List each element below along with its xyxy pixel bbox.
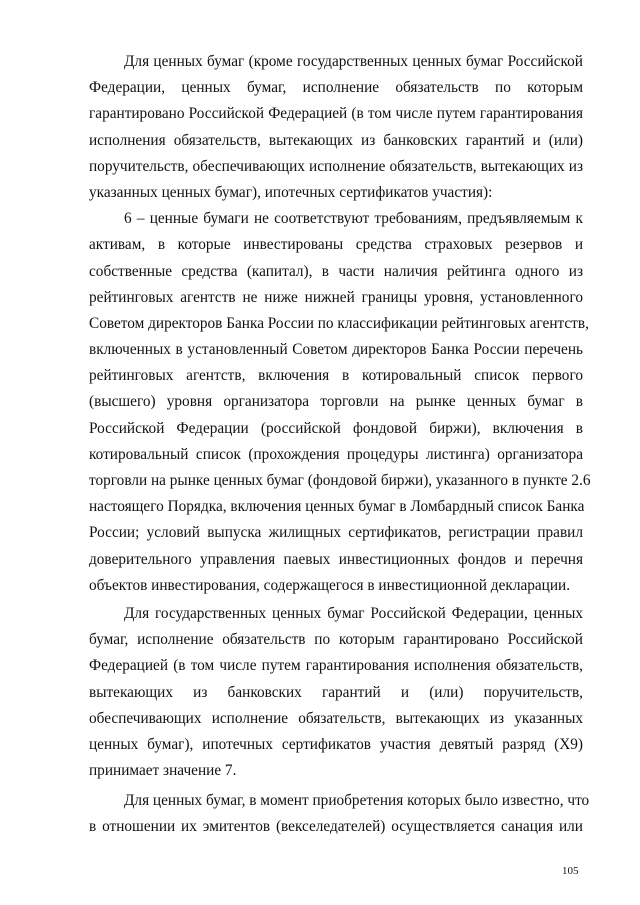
text-line: рейтинговых агентств, включения в котировальный список первого <box>89 367 583 385</box>
text-line: вытекающих из банковских гарантий и (или) поручительств, <box>89 683 583 701</box>
text-line: обеспечивающих исполнение обязательств, вытекающих из указанных <box>89 709 583 727</box>
text-line: Федерацией (в том числе путем гарантирования исполнения обязательств, <box>89 657 583 675</box>
text-line: Для ценных бумаг (кроме государственных ценных бумаг Российской <box>124 53 583 70</box>
text-line: России; условий выпуска жилищных сертификатов, регистрации правил <box>89 524 583 542</box>
text-line: настоящего Порядка, включения ценных бумаг в Ломбардный список Банка <box>89 498 585 516</box>
text-line: доверительного управления паевых инвестиционных фондов и перечня <box>89 550 583 568</box>
text-line: Для государственных ценных бумаг Российской Федерации, ценных <box>124 604 583 622</box>
text-line: рейтинговых агентств не ниже нижней границы уровня, установленного <box>89 288 583 306</box>
page-number: 105 <box>562 865 579 877</box>
text-line: ценных бумаг), ипотечных сертификатов участия девятый разряд (X9) <box>89 735 583 753</box>
text-line: гарантировано Российской Федерацией (в том числе путем гарантирования <box>89 105 583 123</box>
text-line: (высшего) уровня организатора торговли на рынке ценных бумаг в <box>89 393 583 411</box>
text-line: Советом директоров Банка России по классификации рейтинговых агентств, <box>89 314 589 332</box>
text-line: Федерации, ценных бумаг, исполнение обязательств по которым <box>89 79 583 97</box>
paragraph-item-6 <box>89 206 591 599</box>
text-line: Для ценных бумаг, в момент приобретения которых было известно, что <box>124 792 590 810</box>
text-line: в отношении их эмитентов (векселедателей) осуществляется санация или <box>89 818 583 836</box>
text-line: 6 – ценные бумаги не соответствуют требованиям, предъявляемым к <box>124 210 583 228</box>
text-line: указанных ценных бумаг), ипотечных сертификатов участия): <box>89 183 493 201</box>
document-body <box>89 49 591 841</box>
text-line: котировальный список (прохождения процедуры листинга) организатора <box>89 445 583 463</box>
text-line: исполнения обязательств, вытекающих из банковских гарантий и (или) <box>89 131 583 149</box>
paragraph-government-securities <box>89 601 583 784</box>
text-line: бумаг, исполнение обязательств по которым гарантировано Российской <box>89 631 583 649</box>
text-line: объектов инвестирования, содержащегося в инвестиционной декларации. <box>89 576 571 594</box>
text-line: принимает значение 7. <box>89 762 237 780</box>
text-line: активам, в которые инвестированы средства страховых резервов и <box>89 236 583 254</box>
paragraph-sanation <box>89 788 590 840</box>
paragraph-securities-criteria <box>89 49 583 206</box>
text-line: торговли на рынке ценных бумаг (фондовой биржи), указанного в пункте 2.6 <box>89 472 591 489</box>
text-line: поручительств, обеспечивающих исполнение обязательств, вытекающих из <box>89 157 583 175</box>
text-line: включенных в установленный Советом директоров Банка России перечень <box>89 341 583 359</box>
text-line: собственные средства (капитал), в части наличия рейтинга одного из <box>89 262 583 280</box>
text-line: Российской Федерации (российской фондовой биржи), включения в <box>89 419 583 437</box>
